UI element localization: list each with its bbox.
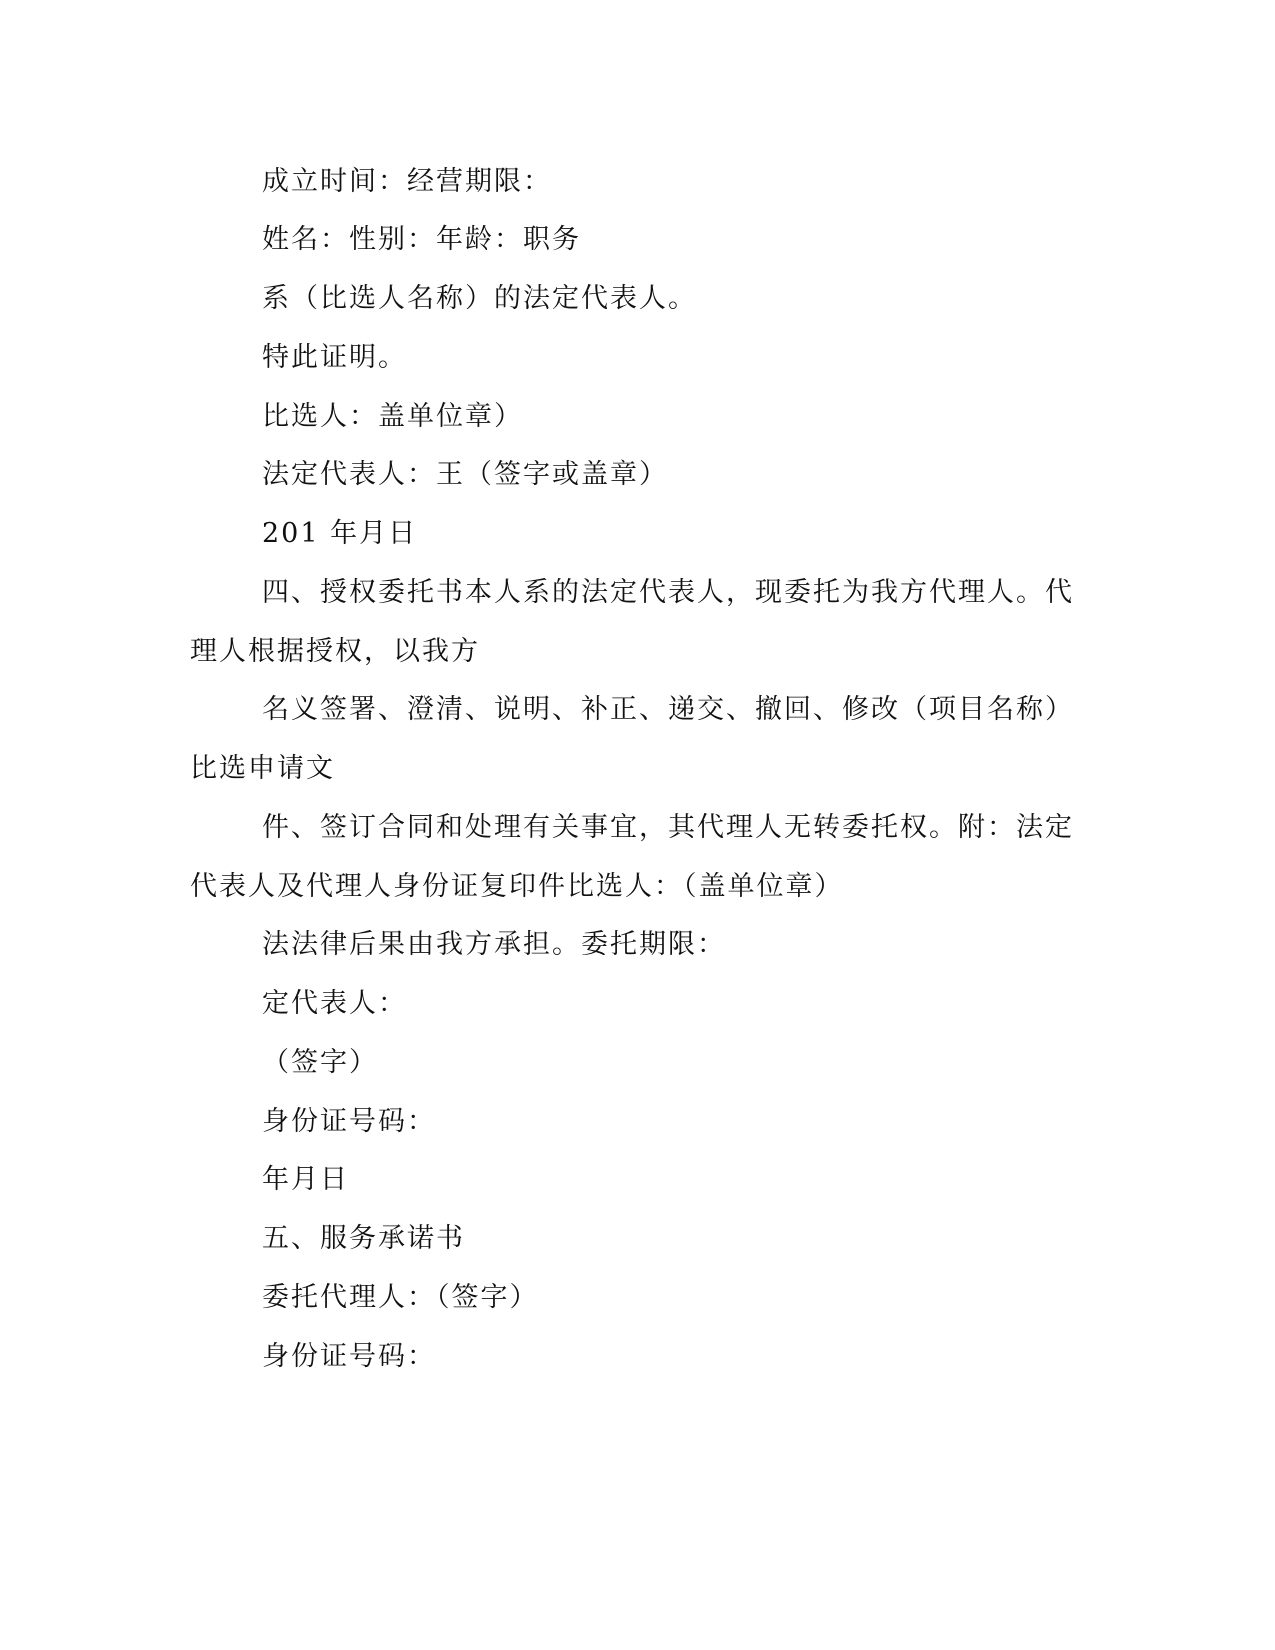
id-number-label: 身份证号码：	[262, 1106, 436, 1137]
certification-line: 特此证明。	[262, 342, 407, 373]
legal-consequence-line: 法法律后果由我方承担。委托期限：	[262, 929, 726, 960]
contract-matters-line: 件、签订合同和处理有关事宜，其代理人无转委托权。附：法定	[262, 812, 1074, 843]
section-four-heading: 四、授权委托书本人系的法定代表人，现委托为我方代理人。代	[262, 577, 1074, 608]
authorization-scope-line: 名义签署、澄清、说明、补正、递交、撤回、修改（项目名称）	[262, 694, 1074, 725]
applicant-seal-line: 比选人：盖单位章）	[262, 401, 523, 432]
authorization-scope-continuation: 比选申请文	[190, 753, 335, 784]
attachment-line: 代表人及代理人身份证复印件比选人：（盖单位章）	[190, 871, 844, 902]
agent-id-number-label: 身份证号码：	[262, 1341, 436, 1372]
date-label: 年月日	[262, 1164, 349, 1195]
date-line: 201 年月日	[262, 518, 418, 549]
section-five-heading: 五、服务承诺书	[262, 1223, 465, 1254]
legal-rep-statement-line: 系（比选人名称）的法定代表人。	[262, 283, 697, 314]
section-four-continuation: 理人根据授权，以我方	[190, 636, 480, 667]
establishment-term-line: 成立时间：经营期限：	[262, 166, 552, 197]
agent-signature-line: 委托代理人：（签字）	[262, 1282, 539, 1313]
personal-info-line: 姓名：性别：年龄：职务	[262, 224, 581, 255]
legal-rep-label: 定代表人：	[262, 988, 407, 1019]
legal-rep-signature-line: 法定代表人：王（签字或盖章）	[262, 459, 668, 490]
signature-label: （签字）	[262, 1047, 378, 1078]
